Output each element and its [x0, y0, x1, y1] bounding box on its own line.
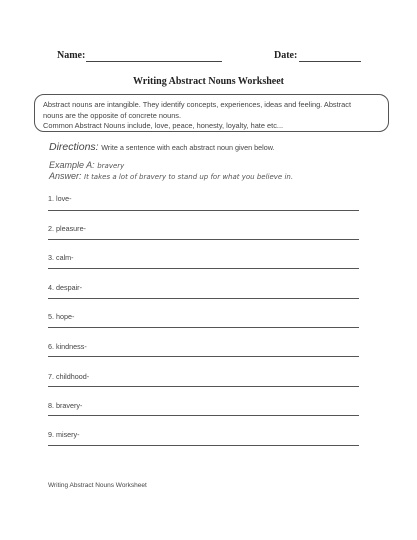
- answer-line[interactable]: [48, 415, 359, 416]
- date-label: Date:: [274, 50, 298, 61]
- worksheet-title: Writing Abstract Nouns Worksheet: [132, 76, 285, 87]
- answer-line[interactable]: [48, 239, 359, 240]
- answer-text: It takes a lot of bravery to stand up for what you believe in.: [84, 173, 294, 181]
- definition-line-1: Abstract nouns are intangible. They identify concepts, experiences, ideas and feeling. Abstract: [43, 100, 351, 109]
- footer-text: Writing Abstract Nouns Worksheet: [48, 482, 147, 489]
- question-item: 7. childhood-: [48, 372, 90, 381]
- name-label: Name:: [57, 50, 86, 61]
- example: [49, 160, 124, 170]
- answer-line[interactable]: [48, 210, 359, 211]
- question-item: 8. bravery-: [48, 401, 83, 410]
- directions: [49, 141, 275, 153]
- example-answer: [49, 171, 293, 181]
- question-item: 6. kindness-: [48, 342, 87, 351]
- question-item: 3. calm-: [48, 253, 74, 262]
- answer-line[interactable]: [48, 268, 359, 269]
- answer-line[interactable]: [48, 298, 359, 299]
- question-item: 9. misery-: [48, 430, 80, 439]
- question-item: 2. pleasure-: [48, 224, 86, 233]
- date-field[interactable]: [299, 61, 361, 62]
- answer-line[interactable]: [48, 356, 359, 357]
- answer-line[interactable]: [48, 386, 359, 387]
- example-word: bravery: [97, 162, 125, 170]
- directions-text: Write a sentence with each abstract noun given below.: [101, 143, 275, 152]
- answer-line[interactable]: [48, 445, 359, 446]
- definition-line-3: Common Abstract Nouns include, love, peace, honesty, loyalty, hate etc...: [43, 121, 284, 130]
- question-item: 5. hope-: [48, 312, 75, 321]
- definition-box: [34, 94, 389, 132]
- question-item: 4. despair-: [48, 283, 82, 292]
- name-field[interactable]: [86, 61, 222, 62]
- question-item: 1. love-: [48, 194, 72, 203]
- example-label: Example A:: [49, 160, 95, 170]
- definition-line-2: nouns are the opposite of concrete nouns.: [43, 110, 182, 120]
- answer-label: Answer:: [49, 171, 82, 181]
- directions-label: Directions:: [49, 141, 99, 153]
- answer-line[interactable]: [48, 327, 359, 328]
